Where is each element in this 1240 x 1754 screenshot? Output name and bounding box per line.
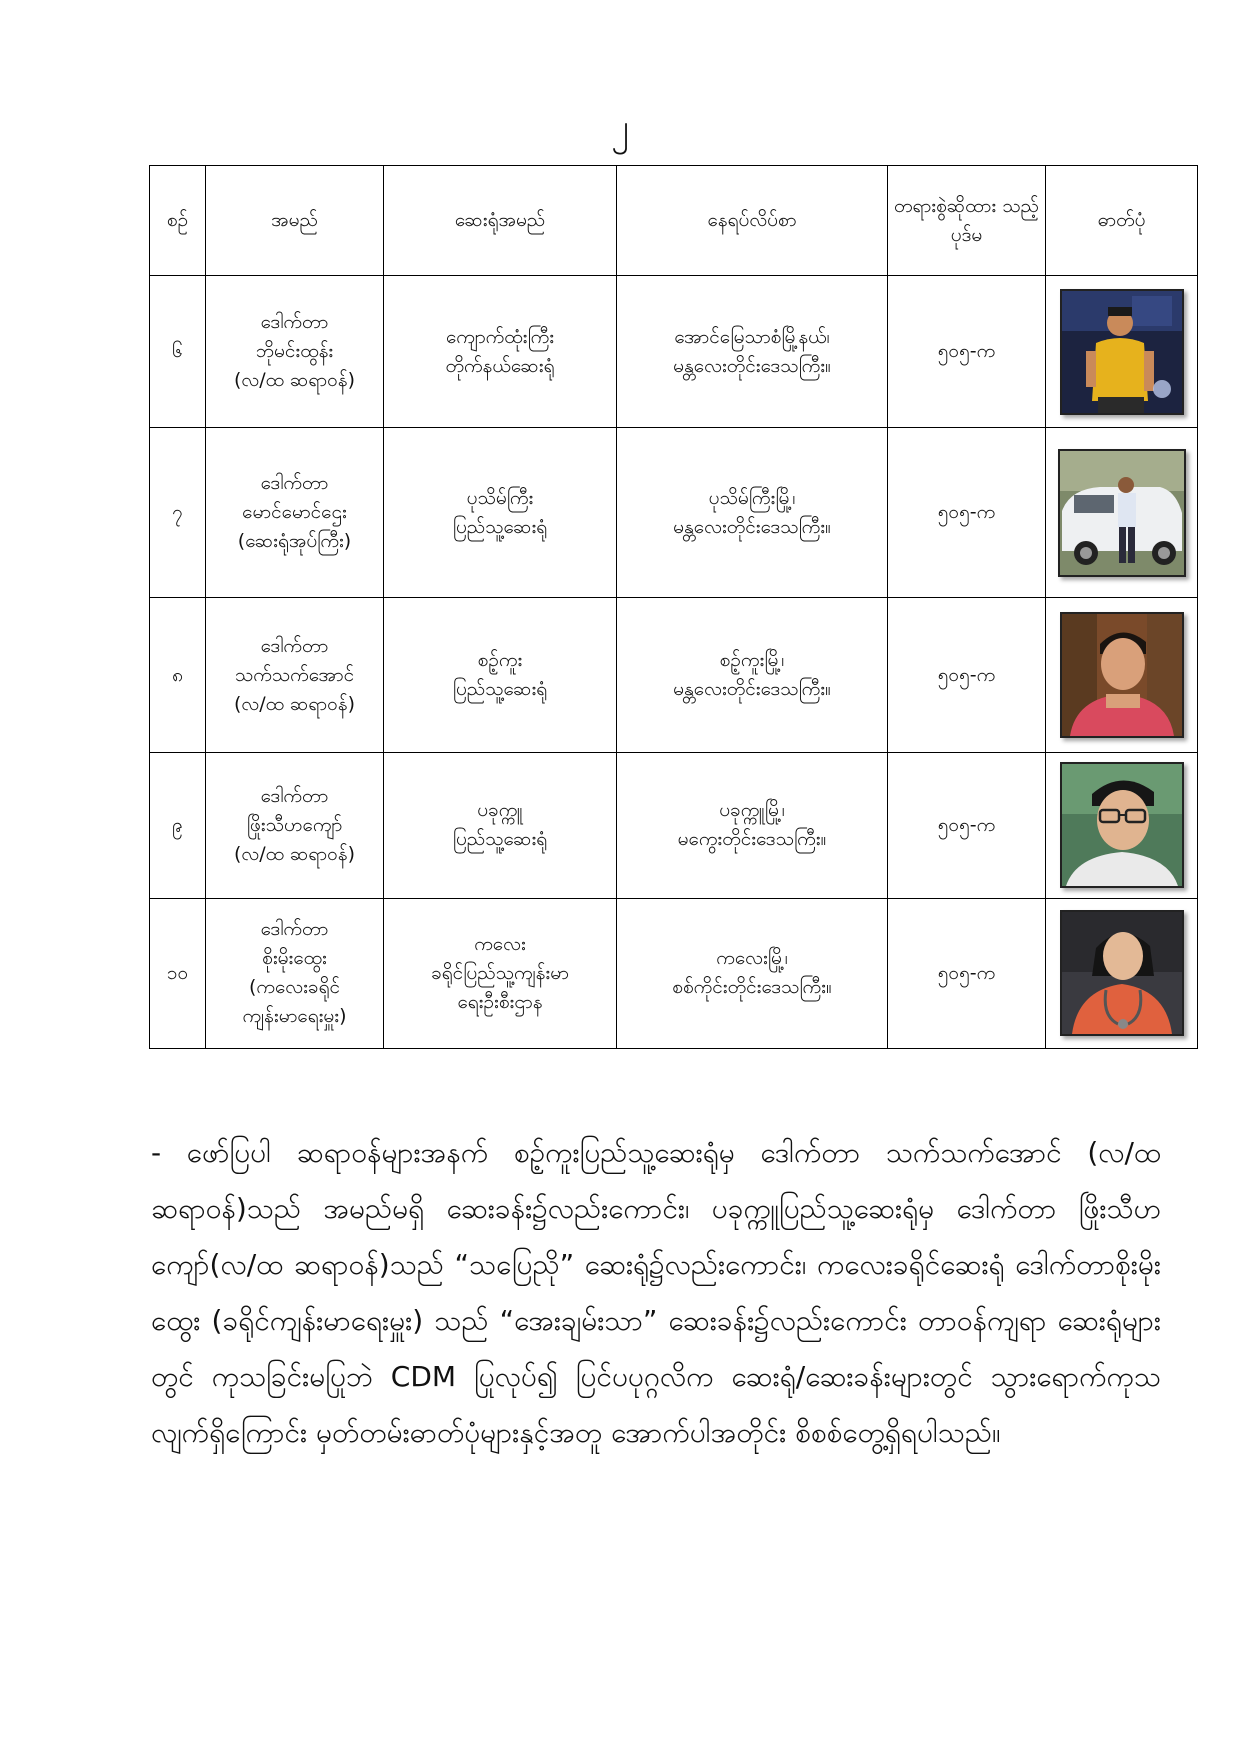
hospital-line: ကလေး bbox=[474, 932, 526, 955]
name-line: ဒေါက်တာ bbox=[260, 918, 329, 941]
cell-photo bbox=[1046, 752, 1198, 898]
hospital-line: ပြည်သူ့ဆေးရုံ bbox=[452, 828, 548, 851]
header-section: တရားစွဲဆိုထား သည့်ပုဒ်မ bbox=[888, 166, 1046, 276]
cell-photo bbox=[1046, 276, 1198, 428]
name-line: သက်သက်အောင် bbox=[234, 663, 355, 686]
cell-name bbox=[206, 898, 384, 1048]
header-address: နေရပ်လိပ်စာ bbox=[617, 166, 888, 276]
cell-address bbox=[617, 598, 888, 752]
table-header-row bbox=[150, 166, 1198, 276]
cell-serial: ၉ bbox=[150, 752, 206, 898]
cell-photo bbox=[1046, 898, 1198, 1048]
cell-name bbox=[206, 276, 384, 428]
address-line: မန္တလေးတိုင်းဒေသကြီး။ bbox=[673, 515, 831, 538]
name-line: ဒေါက်တာ bbox=[260, 311, 329, 334]
header-serial: စဉ် bbox=[150, 166, 206, 276]
name-line: ဒေါက်တာ bbox=[260, 634, 329, 657]
photo-man-beside-white-car bbox=[1060, 451, 1184, 575]
hospital-line: ပြည်သူ့ဆေးရုံ bbox=[452, 515, 548, 538]
cell-hospital bbox=[384, 428, 617, 598]
body-paragraph: - ဖော်ပြပါ ဆရာဝန်များအနက် စဉ့်ကူးပြည်သူ့ဆေးရုံမှ ဒေါက်တာ သက်သက်အောင် (လ/ထ ဆရာဝန်)သည် အမည်မရှိ ဆေးခန်း၌လည်းကောင်း၊ ပခုက္ကူပြည်သူ့ဆေးရုံမှ ဒေါက်တာ ဖြိုးသီဟကျော်(လ/ထ ဆရာဝန်)သည် “သပြေညို” ဆေးရုံ၌လည်းကောင်း၊ ကလေးခရိုင်ဆေးရုံ ဒေါက်တာစိုးမိုးထွေး (ခရိုင်ကျန်းမာရေးမှူး) သည် “အေးချမ်းသာ” ဆေးခန်း၌လည်းကောင်း တာဝန်ကျရာ ဆေးရုံများတွင် ကုသခြင်းမပြုဘဲ CDM ပြုလုပ်၍ ပြင်ပပုဂ္ဂလိက ဆေးရုံ/ဆေးခန်းများတွင် သွားရောက်ကုသလျက်ရှိကြောင်း မှတ်တမ်းဓာတ်ပုံများနှင့်အတူ အောက်ပါအတိုင်း စိစစ်တွေ့ရှိရပါသည်။ bbox=[151, 1136, 1161, 1449]
name-line: (လ/ထ ဆရာဝန်) bbox=[233, 369, 356, 392]
portrait-photo bbox=[1060, 762, 1184, 888]
address-line: မန္တလေးတိုင်းဒေသကြီး။ bbox=[673, 678, 831, 700]
hospital-line: ပခုက္ကူ bbox=[477, 799, 523, 822]
name-line: (လ/ထ ဆရာဝန်) bbox=[233, 842, 356, 865]
address-line: မကွေးတိုင်းဒေသကြီး။ bbox=[677, 828, 827, 851]
hospital-line: ပုသိမ်ကြီး bbox=[466, 486, 534, 509]
cell-hospital bbox=[384, 898, 617, 1048]
cell-address bbox=[617, 276, 888, 428]
cell-hospital bbox=[384, 598, 617, 752]
records-table bbox=[149, 165, 1198, 1049]
cell-section: ၅၀၅-က bbox=[888, 898, 1046, 1048]
address-line: အောင်မြေသာစံမြို့နယ်၊ bbox=[674, 325, 830, 348]
cell-serial: ၈ bbox=[150, 598, 206, 752]
address-line: စဉ့်ကူးမြို့၊ bbox=[719, 649, 785, 671]
cell-section: ၅၀၅-က bbox=[888, 598, 1046, 752]
cell-serial: ၇ bbox=[150, 428, 206, 598]
cell-name bbox=[206, 598, 384, 752]
name-line: (ကလေးခရိုင် bbox=[248, 976, 341, 999]
cell-name bbox=[206, 752, 384, 898]
name-line: ဒေါက်တာ bbox=[260, 784, 329, 807]
cell-section: ၅၀၅-က bbox=[888, 428, 1046, 598]
name-line: ဒေါက်တာ bbox=[260, 472, 329, 495]
name-line: ကျန်းမာရေးမှူး) bbox=[242, 1005, 347, 1028]
table-row bbox=[150, 752, 1198, 898]
table-row bbox=[150, 898, 1198, 1048]
portrait-photo bbox=[1060, 910, 1184, 1036]
page-number: ၂ bbox=[611, 107, 629, 148]
address-line: ပခုက္ကူမြို့၊ bbox=[719, 799, 785, 822]
cell-address bbox=[617, 898, 888, 1048]
hospital-line: ရေးဦးစီးဌာန bbox=[457, 990, 543, 1013]
header-hospital: ဆေးရုံအမည် bbox=[384, 166, 617, 276]
address-line: စစ်ကိုင်းတိုင်းဒေသကြီး။ bbox=[672, 976, 832, 999]
portrait-photo bbox=[1058, 449, 1186, 577]
cell-serial: ၁၀ bbox=[150, 898, 206, 1048]
cell-address bbox=[617, 428, 888, 598]
cell-serial: ၆ bbox=[150, 276, 206, 428]
cell-name bbox=[206, 428, 384, 598]
name-line: မောင်မောင်ဌေး bbox=[242, 501, 347, 524]
hospital-line: ကျောက်ထုံးကြီး bbox=[445, 325, 555, 348]
table-row bbox=[150, 428, 1198, 598]
hospital-line: ခရိုင်ပြည်သူ့ကျန်းမာ bbox=[431, 961, 569, 984]
photo-man-red-shirt bbox=[1062, 614, 1182, 736]
portrait-photo bbox=[1060, 612, 1184, 738]
cell-section: ၅၀၅-က bbox=[888, 276, 1046, 428]
photo-woman-stethoscope bbox=[1062, 912, 1182, 1034]
name-line: စိုးမိုးထွေး bbox=[262, 947, 327, 970]
address-line: ကလေးမြို့၊ bbox=[716, 947, 788, 970]
header-photo: ဓာတ်ပုံ bbox=[1046, 166, 1198, 276]
name-line: (ဆေးရုံအုပ်ကြီး) bbox=[237, 530, 352, 553]
hospital-line: တိုက်နယ်ဆေးရုံ bbox=[445, 354, 555, 377]
hospital-line: ပြည်သူ့ဆေးရုံ bbox=[452, 678, 548, 700]
cell-section: ၅၀၅-က bbox=[888, 752, 1046, 898]
table-row bbox=[150, 598, 1198, 752]
address-line: ပုသိမ်ကြီးမြို့၊ bbox=[708, 486, 796, 509]
name-line: ဖြိုးသီဟကျော် bbox=[246, 813, 343, 836]
header-name: အမည် bbox=[206, 166, 384, 276]
address-line: မန္တလေးတိုင်းဒေသကြီး။ bbox=[673, 354, 831, 377]
name-line: (လ/ထ ဆရာဝန်) bbox=[233, 692, 356, 715]
photo-man-glasses bbox=[1062, 764, 1182, 886]
cell-photo bbox=[1046, 598, 1198, 752]
cell-hospital bbox=[384, 752, 617, 898]
cell-address bbox=[617, 752, 888, 898]
cell-hospital bbox=[384, 276, 617, 428]
hospital-line: စဉ့်ကူး bbox=[477, 649, 523, 671]
cell-photo bbox=[1046, 428, 1198, 598]
name-line: ဘိုမင်းထွန်း bbox=[255, 340, 334, 363]
portrait-photo bbox=[1060, 289, 1184, 415]
table-row bbox=[150, 276, 1198, 428]
photo-man-yellow-shirt bbox=[1062, 291, 1182, 413]
